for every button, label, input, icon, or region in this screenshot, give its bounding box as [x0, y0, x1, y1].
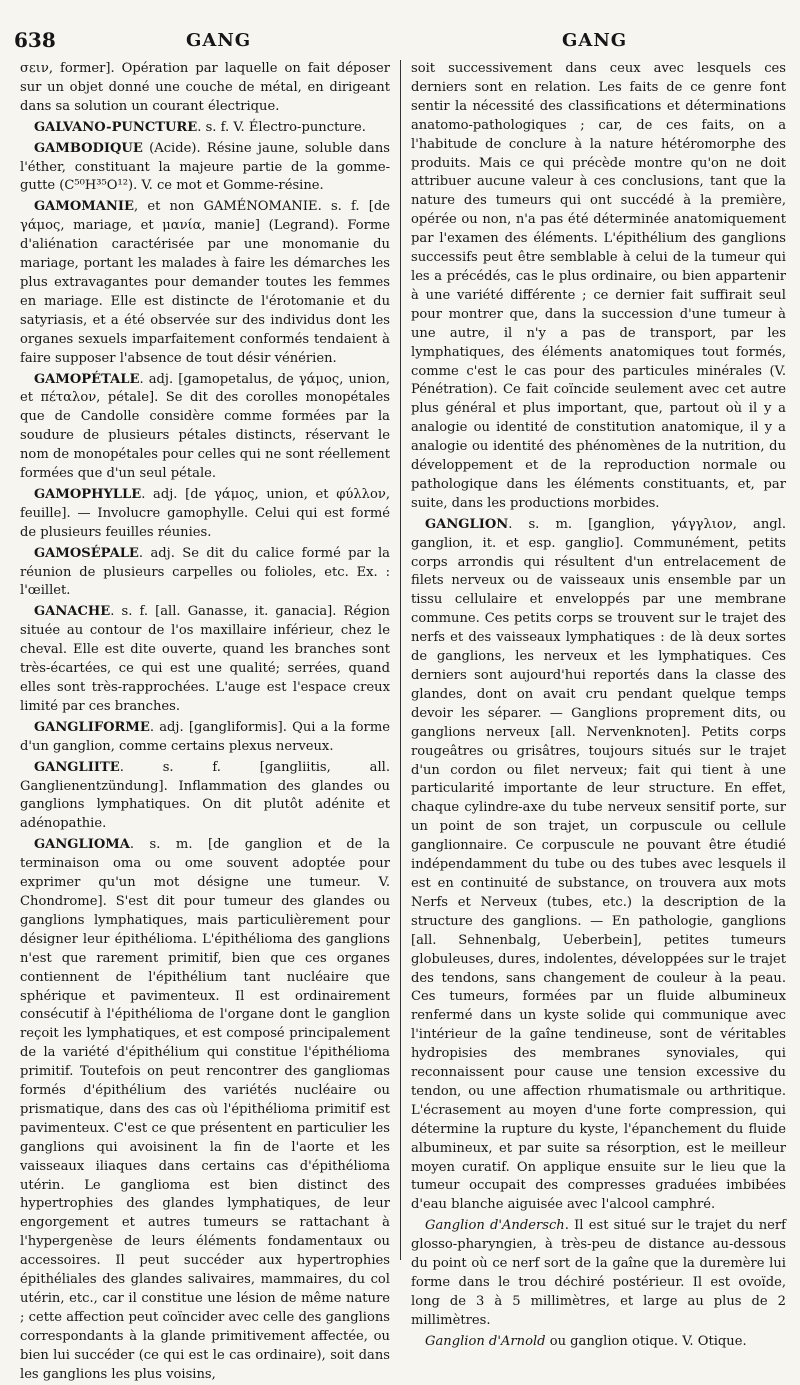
headword: GANGLIFORME — [34, 719, 150, 735]
definition: . s. f. [gangliitis, all. Ganglienentzündung]. Inflammation des glandes ou ganglions lymphatiques. On dit plutôt adénite et adénopathie. — [20, 759, 390, 832]
headword: GANGLIITE — [34, 759, 120, 775]
definition: . s. f. [all. Ganasse, it. ganacia]. Région située au contour de l'os maxillaire inférieur, chez le cheval. Elle est dite ouverte, quand les branches sont très-écartées, ce qui est une qualité; serrées, quand elles sont très-rapprochées. L'auge est l'espace creux limité par ces branches. — [20, 604, 390, 714]
entry-ganache — [20, 603, 390, 716]
entry-ganglion — [411, 516, 786, 1216]
subentry-name: Ganglion d'Andersch — [425, 1218, 565, 1234]
right-running-head: GANG — [562, 30, 628, 51]
entry-gamopetale — [20, 371, 390, 484]
right-column — [411, 60, 786, 1349]
headword: GAMOSÉPALE — [34, 545, 139, 561]
page-number: 638 — [14, 28, 56, 52]
definition: . s. f. V. Électro-puncture. — [197, 119, 366, 135]
definition: . adj. [gamopetalus, de γάμος, union, et πέταλον, pétale]. Se dit des corolles monopétales que de Candolle considère comme formées par la soudure de plusieurs pétales distincts, réservant le nom de monopétales pour celles qui ne sont réellement formées que d'un seul pétale. — [20, 371, 390, 482]
definition: ou ganglion otique. V. Otique. — [545, 1333, 747, 1349]
headword: GAMBODIQUE — [34, 140, 143, 156]
column-divider — [400, 60, 401, 1260]
headword: GAMOMANIE — [34, 199, 134, 215]
definition: . s. m. [de ganglion et de la terminaison oma ou ome souvent adoptée pour exprimer qu'un mot désigne une tumeur. V. Chondrome]. S'est dit pour tumeur des glandes ou ganglions lymphatiques, mais particulièrement pour désigner leur épithélioma. L'épithélioma des ganglions n'est que rarement primitif, bien que ces organes contiennent de l'épithélium tant nucléaire que sphérique et pavimenteux. Il est ordinairement consécutif à l'épithélioma de l'organe dont le ganglion reçoit les lymphatiques, et est composé principalement de la variété d'épithélium qui constitue l'épithélioma primitif. Toutefois on peut rencontrer des gangliomas formés d'épithélium des variétés nucléaire ou prismatique, dans des cas où l'épithélioma primitif est pavimenteux. C'est ce que présentent en particulier les ganglions qui avoisinent la fin de l'aorte et les vaisseaux iliaques dans certains cas d'épithélioma utérin. Le ganglioma est bien distinct des hypertrophies des glandes lymphatiques, de leur engorgement et autres tumeurs se rattachant à l'hypergenèse de leurs éléments fondamentaux ou accessoires. Il peut succéder aux hypertrophies épithéliales des glandes salivaires, mammaires, du col utérin, etc., car il constitue une lésion de même nature ; cette affection peut coïncider avec celle des ganglions correspondants à la glande primitivement affectée, ou bien lui succéder (ce qui est le cas ordinaire), soit dans les ganglions les plus voisins, — [20, 837, 390, 1382]
definition: . Il est situé sur le trajet du nerf glosso-pharyngien, à très-peu de distance au-dessous du point où ce nerf sort de la gaîne que la duremère lui forme dans le trou déchiré postérieur. Il est ovoïde, long de 3 à 5 millimètres, et large au plus de 2 millimètres. — [411, 1218, 786, 1328]
entry-gamosepale — [20, 545, 390, 602]
definition: . adj. Se dit du calice formé par la réunion de plusieurs carpelles ou folioles, etc. Ex. : l'œillet. — [20, 545, 390, 599]
subentry-name: Ganglion d'Arnold — [425, 1333, 546, 1349]
subentry-ganglion-andersch — [411, 1217, 786, 1330]
subentry-ganglion-arnold — [411, 1333, 786, 1352]
definition: . adj. [gangliformis]. Qui a la forme d'un ganglion, comme certains plexus nerveux. — [20, 719, 390, 754]
headword: GANGLION — [425, 516, 509, 532]
definition: , et non GAMÉNOMANIE. s. f. [de γάμος, mariage, et μανία, manie] (Legrand). Forme d'aliénation caractérisée par une monomanie du mariage, portant les malades à faire les démarches les plus extravagantes pour demander toutes les femmes en mariage. Elle est distincte de l'érotomanie et du satyriasis, et a été observée sur des individus dont les organes sexuels imparfaitement conformés tendaient à faire supposer l'absence de tout désir vénérien. — [20, 199, 390, 366]
headword: GANACHE — [34, 604, 111, 620]
left-running-head: GANG — [186, 30, 252, 51]
definition: . adj. [de γάμος, union, et φύλλον, feuille]. — Involucre gamophylle. Celui qui est formé de plusieurs feuilles réunies. — [20, 486, 390, 540]
headword: GALVANO-PUNCTURE — [34, 119, 198, 135]
entry-gangliforme — [20, 719, 390, 757]
entry-gamophylle — [20, 486, 390, 543]
entry-ganglioma — [20, 836, 390, 1384]
headword: GAMOPÉTALE — [34, 371, 140, 387]
entry-gambodique — [20, 140, 390, 197]
definition: . s. m. [ganglion, γάγγλιον, angl. ganglion, it. et esp. ganglio]. Communément, petits corps arrondis qui résultent d'un entrelacement de filets nerveux ou de vaisseaux unis ensemble par un tissu cellulaire et enveloppés par une membrane commune. Ces petits corps se trouvent sur le trajet des nerfs et des vaisseaux lymphatiques : de là deux sortes de ganglions, les nerveux et les lymphatiques. Ces derniers sont aujourd'hui reportés dans la classe des glandes, dont on avait cru pendant quelque temps devoir les séparer. — Ganglions proprement dits, ou ganglions nerveux [all. Nervenknoten]. Petits corps rougeâtres ou grisâtres, toujours situés sur le trajet d'un cordon ou filet nerveux; fait qui tient à une particularité importante de leur structure. En effet, chaque cylindre-axe du tube nerveux sensitif porte, sur un point de son trajet, un corpuscule ou cellule ganglionnaire. Ce corpuscule ne pouvant être étudié indépendamment du tube ou des tubes avec lesquels il est en continuité de substance, on trouvera aux mots Nerfs et Nerveux (tubes, etc.) la description de la structure des ganglions. — En pathologie, ganglions [all. Sehnenbalg, Ueberbein], petites tumeurs globuleuses, dures, indolentes, développées sur le trajet des tendons, sans changement de couleur à la peau. Ces tumeurs, formées par un fluide albumineux renfermé dans un kyste solide qui communique avec l'intérieur de la gaîne tendineuse, sont de véritables hydropisies des membranes synoviales, qui reconnaissent pour cause une tension excessive du tendon, ou une affection rhumatismale ou arthritique. L'écrasement au moyen d'une forte compression, qui détermine la rupture du kyste, l'épanchement du fluide albumineux, et par suite sa résorption, est le meilleur moyen curatif. On applique ensuite sur le lieu que la tumeur occupait des compresses graduées imbibées d'eau blanche aiguisée avec l'alcool camphré. — [411, 516, 786, 1213]
left-column — [20, 60, 390, 1382]
entry-gamomanie — [20, 198, 390, 368]
definition: (Acide). Résine jaune, soluble dans l'éther, constituant la majeure partie de la gomme-gutte (C⁵⁰H³⁵O¹²). V. ce mot et Gomme-résine. — [20, 140, 390, 194]
entry-continuation: soit successivement dans ceux avec lesquels ces derniers sont en relation. Les faits de ce genre font sentir la nécessité des classifications et déterminations anatomo-pathologiques ; car, de ces faits, on a l'habitude de conclure à la nature hétéromorphe des produits. Mais ce qui précède montre qu'on ne doit attribuer aucune valeur à ces conclusions, tant que la nature des tumeurs qui ont succédé à la première, opérée ou non, n'a pas été déterminée anatomiquement par l'examen des éléments. L'épithélium des ganglions successifs peut être semblable à celui de la tumeur qui les a précédés, cas le plus ordinaire, ou bien appartenir à une variété différente ; ce dernier fait suffirait seul pour montrer que, dans la succession d'une tumeur à une autre, il n'y a pas de transport, par les lymphatiques, des éléments anatomiques tout formés, comme c'est le cas pour des particules minérales (V. Pénétration). Ce fait coïncide seulement avec cet autre plus général et plus important, que, partout où il y a analogie ou identité de constitution anatomique, il y a analogie ou identité des phénomènes de la nutrition, du développement et de la reproduction normale ou pathologique dans les éléments constituants, et, par suite, dans les productions morbides. — [411, 61, 786, 511]
entry-continuation: σειν, former]. Opération par laquelle on fait déposer sur un objet donné une couche de métal, en dirigeant dans sa solution un courant électrique. — [20, 61, 390, 114]
entry-gangliite — [20, 759, 390, 835]
entry-galvano-puncture — [20, 119, 390, 138]
headword: GANGLIOMA — [34, 837, 130, 853]
headword: GAMOPHYLLE — [34, 486, 142, 502]
